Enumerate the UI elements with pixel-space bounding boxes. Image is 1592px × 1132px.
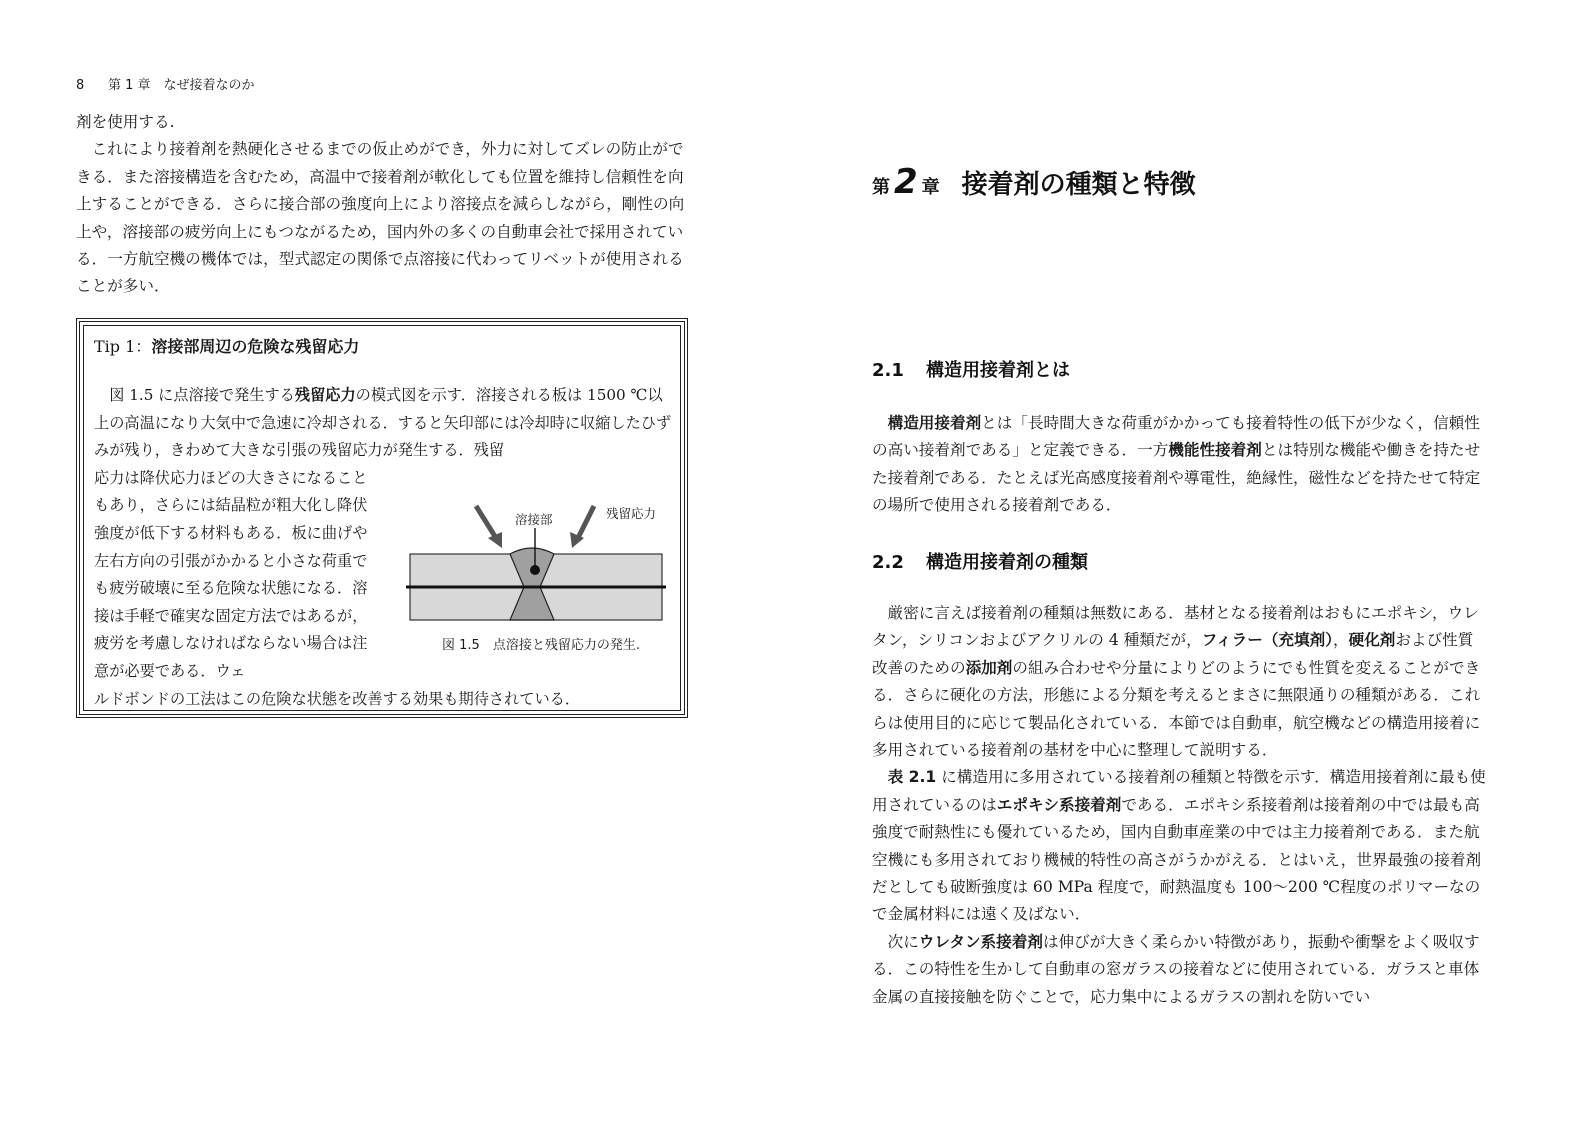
chapter-prefix: 第 (872, 177, 890, 198)
arrow-right (570, 506, 594, 548)
figure-spot-weld (406, 498, 666, 658)
chapter-number: 2 (894, 162, 918, 202)
section-heading (872, 356, 1070, 382)
section-heading (872, 548, 1088, 574)
bold-term: フィラー（充填剤） (1201, 631, 1333, 650)
left-body-text (76, 109, 692, 301)
paragraph (872, 929, 1488, 1011)
text: に構造用に多用されている接着剤の種類と特徴を示す．構造用接着剤に最も使用されているのは (872, 768, 1486, 814)
tip-title-text: 溶接部周辺の危険な残留応力 (151, 337, 360, 356)
section-number: 2.1 (872, 360, 904, 381)
paragraph: 剤を使用する. (76, 113, 175, 131)
bold-term: エポキシ系接着剤 (996, 795, 1122, 814)
section-title: 構造用接着剤とは (926, 360, 1070, 381)
tip-text: 図 1.5 に点溶接で発生する (109, 386, 295, 404)
text: 厳密に言えば接着剤の種類は無数にある．基材となる接着剤はおもにエポキシ，ウレタン，シリコンおよびアクリルの 4 種類だが， (872, 604, 1479, 650)
tip-title (94, 334, 359, 357)
bold-term: 表 2.1 (887, 768, 937, 787)
text: および性質改善のための (872, 631, 1474, 677)
text: の組み合わせや分量によりどのようにでも性質を変えることができる．さらに硬化の方法，形態による分類を考えるとまさに無限通りの種類がある．これらは使用目的に応じて製品化されている．本節では自動車，航空機などの構造用接着に多用されている接着剤の基材を中心に整理して説明する． (872, 658, 1481, 760)
tip-box (76, 318, 688, 718)
right-page (796, 0, 1592, 1132)
tip-bold-term: 残留応力 (294, 386, 356, 404)
running-head-chapter: 第 1 章 なぜ接着なのか (108, 78, 255, 93)
chapter-suffix: 章 (921, 177, 940, 198)
bold-term: 硬化剤 (1348, 631, 1396, 650)
chapter-title (872, 162, 1196, 202)
tip-paragraph-narrow: 応力は降伏応力ほどの大きさになることもあり，さらには結晶粒が粗大化し降伏強度が低下する材料もある．板に曲げや左右方向の引張がかかると小さな荷重でも疲労破壊に至る危険な状態になる．溶接は手軽で確実な固定方法ではあるが，疲労を考慮しなければならない場合は注意が必要である．ウェ (94, 468, 368, 680)
section-body (872, 600, 1488, 1011)
running-head (76, 74, 255, 93)
text: とは特別な機能や働きを持たせた接着剤である．たとえば光高感度接着剤や導電性，絶縁性，磁性などを持たせて特定の場所で使用される接着剤である． (872, 441, 1481, 515)
bold-term: 添加剤 (965, 658, 1013, 677)
bold-term: ウレタン系接着剤 (918, 932, 1043, 951)
label-residual-stress: 残留応力 (606, 506, 657, 521)
text: は伸びが大きく柔らかい特徴があり，振動や衝撃をよく吸収する．この特性を生かして自動車の窓ガラスの接着などに使用されている．ガラスと車体金属の直接接触を防ぐことで，応力集中によるガラスの割れを防いでい (872, 932, 1480, 1006)
tip-text: の模式図を示す．溶接される板は 1500 ℃以上の高温になり大気中で急速に冷却される．すると矢印部には冷却時に収縮したひずみが残り，きわめて大きな引張の残留応力が発生する．残留 (94, 386, 672, 460)
tip-number: Tip 1： (94, 337, 152, 356)
text: 次に (887, 932, 919, 951)
section-title: 構造用接着剤の種類 (926, 552, 1088, 573)
section-body (872, 410, 1488, 520)
text: ， (1332, 631, 1349, 650)
page-number: 8 (76, 78, 85, 93)
figure-caption: 図 1.5 点溶接と残留応力の発生. (442, 638, 640, 653)
text: である．エポキシ系接着剤は接着剤の中では最も高強度で耐熱性にも優れているため，国内自動車産業の中では主力接着剤である．また航空機にも多用されており機械的特性の高さがうかがえる．とはいえ，世界最強の接着剤だとしても破断強度は 60 MPa 程度で，耐熱温度も 100～200 ℃程度のポリマーなので金属材料には遠く及ばない． (872, 795, 1482, 924)
bold-term: 構造用接着剤 (887, 414, 982, 432)
paragraph (872, 600, 1488, 764)
paragraph (872, 410, 1488, 520)
paragraph (872, 764, 1488, 928)
tip-paragraph-tail: ルドボンドの工法はこの危険な状態を改善する効果も期待されている． (94, 689, 580, 708)
arrow-left (476, 506, 502, 548)
text: とは「長時間大きな荷重がかかっても接着特性の低下が少なく，信頼性の高い接着剤である」と定義できる．一方 (872, 414, 1480, 460)
label-weld-zone: 溶接部 (515, 512, 553, 527)
paragraph: これにより接着剤を熱硬化させるまでの仮止めができ，外力に対してズレの防止ができる．また溶接構造を含むため，高温中で接着剤が軟化しても位置を維持し信頼性を向上することができる．さらに接合部の強度向上により溶接点を減らしながら，剛性の向上や，溶接部の疲労向上にもつながるため，国内外の多くの自動車会社で採用されている．一方航空機の機体では，型式認定の関係で点溶接に代わってリベットが使用されることが多い． (76, 140, 685, 296)
chapter-name: 接着剤の種類と特徴 (961, 170, 1196, 200)
bold-term: 機能性接着剤 (1168, 441, 1262, 460)
section-number: 2.2 (872, 552, 904, 573)
weld-point-dot (530, 565, 540, 575)
tip-paragraph-wide (94, 382, 672, 465)
